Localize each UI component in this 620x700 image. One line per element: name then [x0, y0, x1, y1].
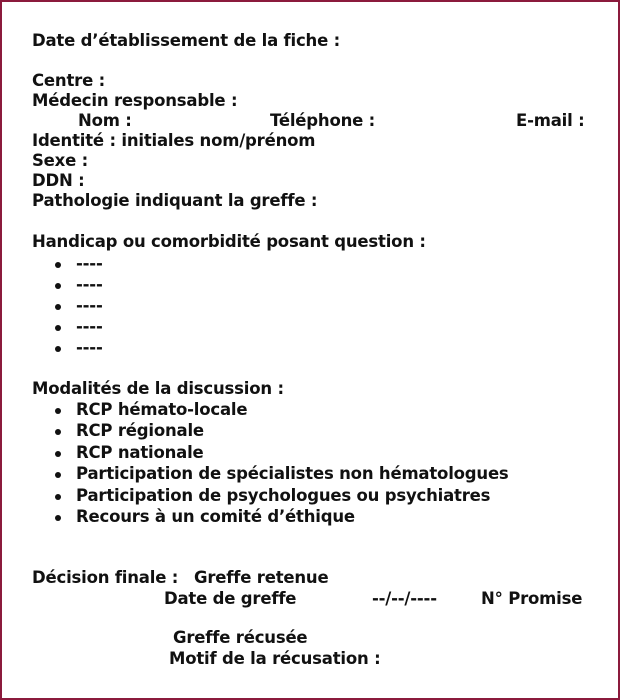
handicap-label: Handicap ou comorbidité posant question :	[32, 232, 426, 251]
handicap-item: ----	[76, 338, 103, 357]
decision-label: Décision finale :	[32, 568, 179, 587]
sexe-label: Sexe :	[32, 151, 89, 170]
promise-label: N° Promise	[481, 589, 583, 608]
handicap-item: ----	[76, 254, 103, 273]
motif-label: Motif de la récusation :	[169, 649, 381, 668]
bullet-icon	[55, 304, 61, 310]
modalite-item: RCP régionale	[76, 421, 204, 440]
handicap-item: ----	[76, 275, 103, 294]
pathologie-label: Pathologie indiquant la greffe :	[32, 191, 318, 210]
telephone-label: Téléphone :	[270, 111, 376, 130]
bullet-icon	[55, 451, 61, 457]
modalite-item: Participation de psychologues ou psychiatres	[76, 486, 491, 505]
bullet-icon	[55, 515, 61, 521]
bullet-icon	[55, 494, 61, 500]
modalite-item: Participation de spécialistes non hématologues	[76, 464, 509, 483]
bullet-icon	[55, 472, 61, 478]
ddn-label: DDN :	[32, 171, 85, 190]
handicap-item: ----	[76, 296, 103, 315]
medecin-label: Médecin responsable :	[32, 91, 238, 110]
modalites-label: Modalités de la discussion :	[32, 379, 284, 398]
handicap-item: ----	[76, 317, 103, 336]
greffe-retenue-option: Greffe retenue	[194, 568, 329, 587]
date-greffe-value: --/--/----	[372, 589, 437, 608]
date-greffe-label: Date de greffe	[164, 589, 297, 608]
bullet-icon	[55, 346, 61, 352]
greffe-recusee-option: Greffe récusée	[173, 628, 308, 647]
bullet-icon	[55, 325, 61, 331]
modalite-item: Recours à un comité d’éthique	[76, 507, 355, 526]
nom-label: Nom :	[78, 111, 132, 130]
bullet-icon	[55, 429, 61, 435]
date-fiche-label: Date d’établissement de la fiche :	[32, 31, 341, 50]
bullet-icon	[55, 283, 61, 289]
identite-label: Identité : initiales nom/prénom	[32, 131, 316, 150]
bullet-icon	[55, 408, 61, 414]
modalite-item: RCP nationale	[76, 443, 204, 462]
email-label: E-mail :	[516, 111, 585, 130]
modalite-item: RCP hémato-locale	[76, 400, 248, 419]
centre-label: Centre :	[32, 71, 106, 90]
bullet-icon	[55, 262, 61, 268]
